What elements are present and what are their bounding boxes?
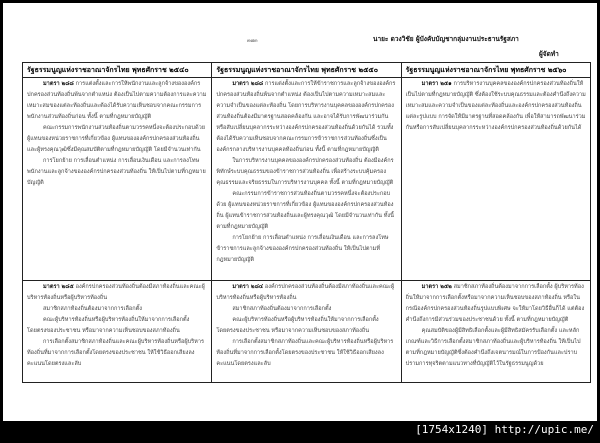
table-cell [212,281,401,383]
column-header: รัฐธรรมนูญแห่งราชอาณาจักรไทย พุทธศักราช ๒๕๔๐ [23,63,212,78]
paragraph [216,282,396,304]
comparison-table [22,62,591,383]
section-number: มาตรา ๒๘๘ [232,81,264,87]
table-cell [401,78,590,281]
table-row [23,281,591,383]
table-row [23,78,591,281]
paragraph [216,304,396,315]
section-number: มาตรา ๒๕๑ [421,81,452,87]
table-cell [401,281,590,383]
paragraph [27,123,207,156]
page-number: ๓๗๓ [247,38,258,44]
paragraph-text: การโยกย้าย การเลื่อนตำแหน่ง การเลื่อนเงินเดือน และการลงโทษพนักงานและลูกจ้างขององค์กรปกครองส่วนท้องถิ่น ให้เป็นไปตามที่กฎหมายบัญญัติ [27,158,206,186]
table-cell [23,78,212,281]
paragraph-text: คณะกรรมการพนักงานส่วนท้องถิ่นตามวรรคหนึ่งจะต้องประกอบด้วยผู้แทนของหน่วยราชการที่เกี่ยวข้อง ผู้แทนขององค์กรปกครองส่วนท้องถิ่น และผู้ทรงคุณวุฒิซึ่งมีคุณสมบัติตามที่กฎหมายบัญญัติ โดยมีจำนวนเท่ากัน [27,125,206,153]
paragraph [27,304,207,315]
paragraph-text: การบริหารงานบุคคลขององค์กรปกครองส่วนท้องถิ่นให้เป็นไปตามที่กฎหมายบัญญัติ ซึ่งต้องใช้ระบบคุณธรรมและต้องคำนึงถึงความเหมาะสมและความจำเป็นของแต่ละท้องถิ่นและองค์กรปกครองส่วนท้องถิ่นแต่ละรูปแบบ การจัดให้มีมาตรฐานที่สอดคล้องกัน เพื่อให้สามารถพัฒนาร่วมกันหรือการสับเปลี่ยนบุคลากรระหว่างองค์กรปกครองส่วนท้องถิ่นด้วยกันได้ [405,81,586,131]
paragraph [27,156,207,189]
paragraph [27,282,207,304]
paragraph [27,315,207,337]
table-cell [212,78,401,281]
paragraph-text: ในการบริหารงานบุคคลขององค์กรปกครองส่วนท้องถิ่น ต้องมีองค์กรพิทักษ์ระบบคุณธรรมของข้าราชการส่วนท้องถิ่น เพื่อสร้างระบบคุ้มครองคุณธรรมและจริยธรรมในการบริหารงานบุคคล ทั้งนี้ ตามที่กฎหมายบัญญัติ [216,158,394,186]
section-number: มาตรา ๒๕๒ [421,284,452,290]
paragraph-text: คณะผู้บริหารท้องถิ่นหรือผู้บริหารท้องถิ่นให้มาจากการเลือกตั้งโดยตรงของประชาชน หรือมาจากความเห็นชอบของสภาท้องถิ่น [27,317,190,334]
table-header-row [23,63,591,78]
paragraph-text: องค์กรปกครองส่วนท้องถิ่นต้องมีสภาท้องถิ่นและคณะผู้บริหารท้องถิ่นหรือผู้บริหารท้องถิ่น [27,284,205,301]
paragraph [406,282,586,326]
paragraph-text: การโยกย้าย การเลื่อนตำแหน่ง การเลื่อนเงินเดือน และการลงโทษข้าราชการและลูกจ้างขององค์กรปกครองส่วนท้องถิ่น ให้เป็นไปตามที่กฎหมายบัญญัติ [216,235,389,263]
section-number: มาตรา ๒๘๔ [232,284,264,290]
paragraph-text: สมาชิกสภาท้องถิ่นต้องมาจากการเลือกตั้ง [232,306,332,312]
paragraph-text: สมาชิกสภาท้องถิ่นต้องมาจากการเลือกตั้ง [43,306,142,312]
paragraph-text: การเลือกตั้งสมาชิกสภาท้องถิ่นและคณะผู้บริหารท้องถิ่นหรือผู้บริหารท้องถิ่นที่มาจากการเลือกตั้งโดยตรงของประชาชน ให้ใช้วิธีออกเสียงลงคะแนนโดยตรงและลับ [27,339,204,367]
author-role: ผู้จัดทำ [539,50,559,58]
paragraph-text: สมาชิกสภาท้องถิ่นต้องมาจากการเลือกตั้ง ผู้บริหารท้องถิ่นให้มาจากการเลือกตั้งหรือมาจากความเห็นชอบของสภาท้องถิ่น หรือในกรณีองค์กรปกครองส่วนท้องถิ่นรูปแบบพิเศษ จะให้มาโดยวิธีอื่นก็ได้ แต่ต้องคำนึงถึงการมีส่วนร่วมของประชาชนด้วย ทั้งนี้ ตามที่กฎหมายบัญญัติ [405,284,585,323]
paragraph-text: คณะกรรมการข้าราชการส่วนท้องถิ่นตามวรรคหนึ่งจะต้องประกอบด้วย ผู้แทนของหน่วยราชการที่เกี่ยวข้อง ผู้แทนขององค์กรปกครองส่วนท้องถิ่น ผู้แทนข้าราชการส่วนท้องถิ่นและผู้ทรงคุณวุฒิ โดยมีจำนวนเท่ากัน ทั้งนี้ ตามที่กฎหมายบัญญัติ [216,191,394,230]
paragraph-text: การแต่งตั้งและการให้พนักงานและลูกจ้างขององค์กรปกครองส่วนท้องถิ่นพ้นจากตำแหน่ง ต้องเป็นไปตามความต้องการและความเหมาะสมของแต่ละท้องถิ่นและต้องได้รับความเห็นชอบจากคณะกรรมการพนักงานส่วนท้องถิ่นก่อน ทั้งนี้ ตามที่กฎหมายบัญญัติ [27,81,207,120]
paragraph [216,233,396,266]
table-cell [23,281,212,383]
author-line: นายะ ดวงวิชัย ผู้บังคับบัญชากลุ่มงานประธานรัฐสภา [373,35,519,43]
section-number: มาตรา ๒๘๕ [43,284,74,290]
paragraph [216,189,396,233]
paragraph [27,337,207,370]
paragraph-text: องค์กรปกครองส่วนท้องถิ่นต้องมีสภาท้องถิ่นและคณะผู้บริหารท้องถิ่นหรือผู้บริหารท้องถิ่น [216,284,395,301]
paragraph [216,156,396,189]
section-number: มาตรา ๒๘๘ [43,81,74,87]
paragraph [406,326,586,370]
column-header: รัฐธรรมนูญแห่งราชอาณาจักรไทย พุทธศักราช ๒๕๕๐ [212,63,401,78]
paragraph-text: คณะผู้บริหารท้องถิ่นหรือผู้บริหารท้องถิ่นให้มาจากการเลือกตั้งโดยตรงของประชาชน หรือมาจากความเห็นชอบของสภาท้องถิ่น [216,317,379,334]
paragraph-text: คุณสมบัติของผู้มีสิทธิเลือกตั้งและผู้มีสิทธิสมัครรับเลือกตั้ง และหลักเกณฑ์และวิธีการเลือกตั้งสมาชิกสภาท้องถิ่นและผู้บริหารท้องถิ่น ให้เป็นไปตามที่กฎหมายบัญญัติซึ่งต้องคำนึงถึงเจตนารมณ์ในการป้องกันและปราบปรามการทุจริตตามแนวทางที่บัญญัติไว้ในรัฐธรรมนูญด้วย [405,328,581,367]
paragraph [406,79,586,134]
document-page [3,3,597,421]
paragraph [216,315,396,337]
paragraph-text: การแต่งตั้งและการให้ข้าราชการและลูกจ้างขององค์กรปกครองส่วนท้องถิ่นพ้นจากตำแหน่ง ต้องเป็นไปตามความเหมาะสมและความจำเป็นของแต่ละท้องถิ่น โดยการบริหารงานบุคคลขององค์กรปกครองส่วนท้องถิ่นต้องมีมาตรฐานสอดคล้องกัน และอาจได้รับการพัฒนาร่วมกันหรือสับเปลี่ยนบุคลากรระหว่างองค์กรปกครองส่วนท้องถิ่นด้วยกันได้ รวมทั้งต้องได้รับความเห็นชอบจากคณะกรรมการข้าราชการส่วนท้องถิ่นซึ่งเป็นองค์กรกลางบริหารงานบุคคลท้องถิ่นก่อน ทั้งนี้ ตามที่กฎหมายบัญญัติ [216,81,396,153]
column-header: รัฐธรรมนูญแห่งราชอาณาจักรไทย พุทธศักราช ๒๕๖๐ [401,63,590,78]
paragraph [216,79,396,156]
watermark: [1754x1240] http://upic.me/ [415,423,594,436]
paragraph [216,337,396,370]
paragraph [27,79,207,123]
paragraph-text: การเลือกตั้งสมาชิกสภาท้องถิ่นและคณะผู้บริหารท้องถิ่นหรือผู้บริหารท้องถิ่นที่มาจากการเลือกตั้งโดยตรงของประชาชน ให้ใช้วิธีออกเสียงลงคะแนนโดยตรงและลับ [216,339,394,367]
